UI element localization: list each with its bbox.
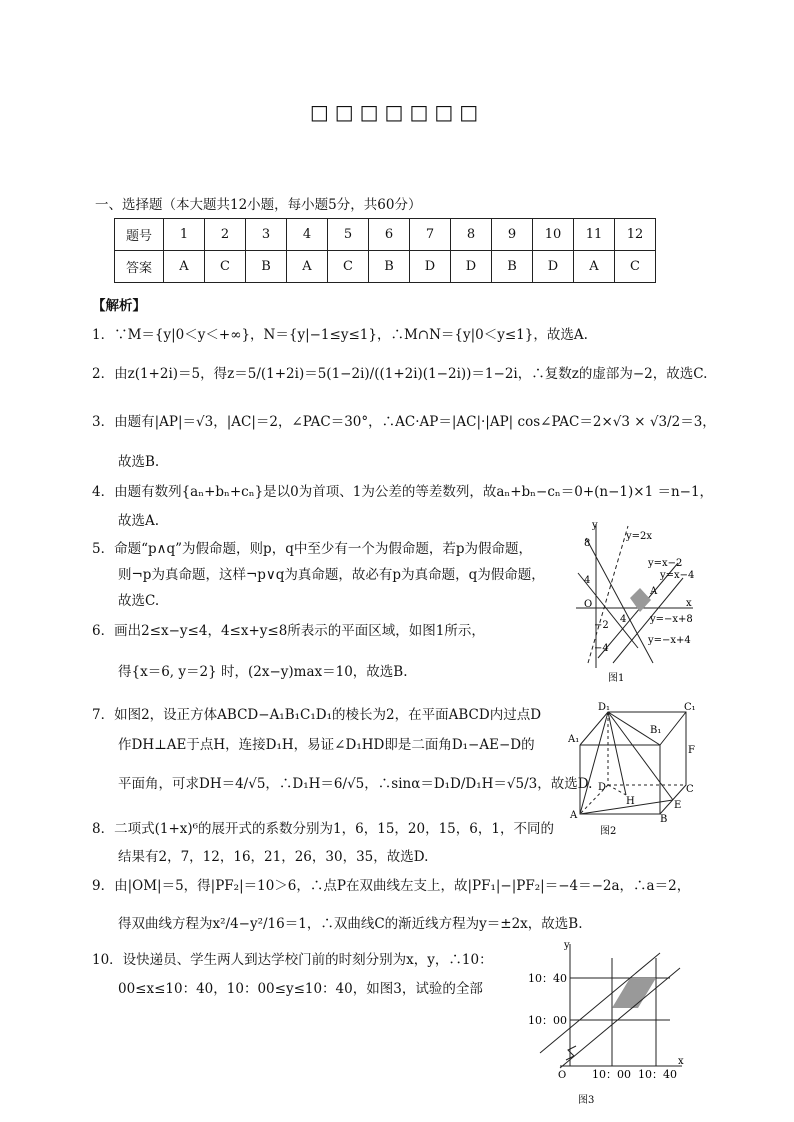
solution-line: 00≤x≤10：40，10：00≤y≤10：40，如图3，试验的全部 [118, 981, 483, 997]
table-cell: 9 [492, 219, 533, 251]
line-d1a [580, 712, 608, 814]
fig3-label: 10：40 [638, 1068, 677, 1081]
figure-caption: 图1 [608, 673, 625, 684]
table-cell: C [328, 251, 369, 283]
page-title: □□□□□□□ [309, 100, 485, 124]
fig1-label: A [650, 586, 658, 597]
line-dh [608, 785, 626, 795]
fig1-label: 4 [620, 614, 627, 625]
fig1-label: O [584, 599, 593, 610]
figure-3 [520, 938, 690, 1113]
fig1-label: y [592, 520, 598, 531]
fig3-label: x [678, 1056, 684, 1067]
fig1-label: y=x−2 [648, 558, 683, 569]
table-cell: 1 [164, 219, 205, 251]
fig2-label: C [686, 784, 694, 795]
solution-line: 3．由题有|AP|＝√3，|AC|＝2，∠PAC＝30°，∴AC·AP＝|AC|·|AP| cos∠PAC＝2×√3 × √3/2＝3， [92, 414, 716, 430]
table-cell: D [410, 251, 451, 283]
solution-line: 10．设快递员、学生两人到达学校门前的时刻分别为x，y，∴10： [92, 952, 493, 968]
table-cell: B [246, 251, 287, 283]
solution-line: 5．命题“p∧q”为假命题，则p，q中至少有一个为假命题，若p为假命题， [92, 541, 532, 557]
fig2-label: D [598, 782, 607, 793]
solution-line: 4．由题有数列{aₙ+bₙ+cₙ}是以0为首项、1为公差的等差数列，故aₙ+bₙ−cₙ＝0+(n−1)×1 ＝n−1， [92, 484, 714, 500]
fig1-label: y=−x+8 [650, 614, 693, 625]
solution-line: 平面角，可求DH＝4/√5，∴D₁H＝6/√5，∴sinα＝D₁D/D₁H＝√5/3，故选D. [118, 776, 593, 792]
fig2-label: A₁ [568, 734, 580, 745]
solution-line: 7．如图2，设正方体ABCD−A₁B₁C₁D₁的棱长为2，在平面ABCD内过点D [92, 707, 542, 723]
fig2-label: B [660, 814, 668, 825]
solution-line: 1．∵M＝{y|0＜y＜+∞}，N＝{y|−1≤y≤1}，∴M∩N＝{y|0＜y≤1}，故选A. [92, 327, 588, 343]
boundary-line [560, 968, 680, 1068]
fig1-label: y=x−4 [660, 570, 695, 581]
table-cell: 3 [246, 219, 287, 251]
table-cell: 6 [369, 219, 410, 251]
solution-line: 故选B. [118, 454, 160, 470]
solution-line: 作DH⊥AE于点H，连接D₁H，易证∠D₁HD即是二面角D₁−AE−D的 [118, 737, 535, 753]
fig2-label: A [570, 810, 578, 821]
fig2-label: C₁ [684, 702, 696, 713]
solution-line: 6．画出2≤x−y≤4，4≤x+y≤8所表示的平面区域，如图1所示， [92, 623, 485, 639]
solution-line: 得双曲线方程为x²/4−y²/16＝1，∴双曲线C的渐近线方程为y＝±2x，故选B. [118, 916, 583, 932]
solution-line: 则¬p为真命题，这样¬p∨q为真命题，故必有p为真命题，q为假命题， [118, 567, 545, 583]
figure-caption: 图3 [578, 1095, 595, 1106]
solution-line: 故选C. [118, 593, 160, 609]
fig2-label: B₁ [650, 725, 662, 736]
table-cell: 4 [287, 219, 328, 251]
table-cell: A [574, 251, 615, 283]
figure-caption: 图2 [600, 826, 617, 837]
table-cell: D [451, 251, 492, 283]
fig3-label: O [558, 1070, 567, 1081]
fig2-label: D₁ [598, 702, 611, 713]
header-cell: 题号 [115, 219, 164, 251]
fig1-label: 8 [584, 538, 591, 549]
boundary-line [540, 953, 660, 1053]
table-cell: A [164, 251, 205, 283]
table-cell: 10 [533, 219, 574, 251]
table-row [115, 251, 656, 283]
table-cell: 11 [574, 219, 615, 251]
fig2-label: H [626, 796, 635, 807]
fig3-label: 10：00 [528, 1014, 567, 1027]
axis-break-icon [566, 1046, 576, 1060]
table-cell: 8 [451, 219, 492, 251]
table-cell: C [205, 251, 246, 283]
fig3-label: 10：40 [528, 972, 567, 985]
solution-line: 9．由|OM|＝5，得|PF₂|＝10＞6，∴点P在双曲线左支上，故|PF₁|−|PF₂|＝−4＝−2a，∴a＝2， [92, 878, 691, 894]
analysis-label: 【解析】 [92, 298, 146, 314]
table-cell: 7 [410, 219, 451, 251]
solution-line: 得{x＝6, y＝2} 时，(2x−y)max＝10，故选B. [118, 664, 408, 680]
fig2-label: F [688, 745, 695, 756]
table-cell: C [615, 251, 656, 283]
fig1-label: −4 [594, 643, 609, 654]
table-row [115, 219, 656, 251]
table-cell: 2 [205, 219, 246, 251]
table-cell: 12 [615, 219, 656, 251]
solution-line: 2．由z(1+2i)＝5，得z＝5/(1+2i)＝5(1−2i)/((1+2i)(1−2i))＝1−2i，∴复数z的虚部为−2，故选C. [92, 366, 708, 382]
fig1-label: −2 [594, 620, 609, 631]
fig1-label: y=2x [626, 531, 653, 542]
figure-1 [568, 518, 698, 688]
fig1-label: 4 [584, 575, 591, 586]
solution-line: 结果有2，7，12，16，21，26，30，35，故选D. [118, 849, 429, 865]
section-title: 一、选择题（本大题共12小题，每小题5分，共60分） [95, 197, 422, 213]
table-cell: B [492, 251, 533, 283]
fig2-label: E [674, 800, 682, 811]
figure-2 [568, 700, 698, 840]
table-cell: B [369, 251, 410, 283]
fig3-label: 10：00 [592, 1068, 631, 1081]
header-cell: 答案 [115, 251, 164, 283]
cube-edge [660, 712, 686, 745]
table-cell: D [533, 251, 574, 283]
answer-table [114, 218, 656, 283]
fig1-label: x [686, 598, 692, 609]
table-cell: 5 [328, 219, 369, 251]
table-cell: A [287, 251, 328, 283]
fig1-label: y=−x+4 [648, 635, 691, 646]
solution-line: 8．二项式(1+x)⁶的展开式的系数分别为1，6，15，20，15，6，1，不同的 [92, 821, 554, 837]
solution-line: 故选A. [118, 513, 160, 529]
fig3-label: y [564, 940, 570, 951]
